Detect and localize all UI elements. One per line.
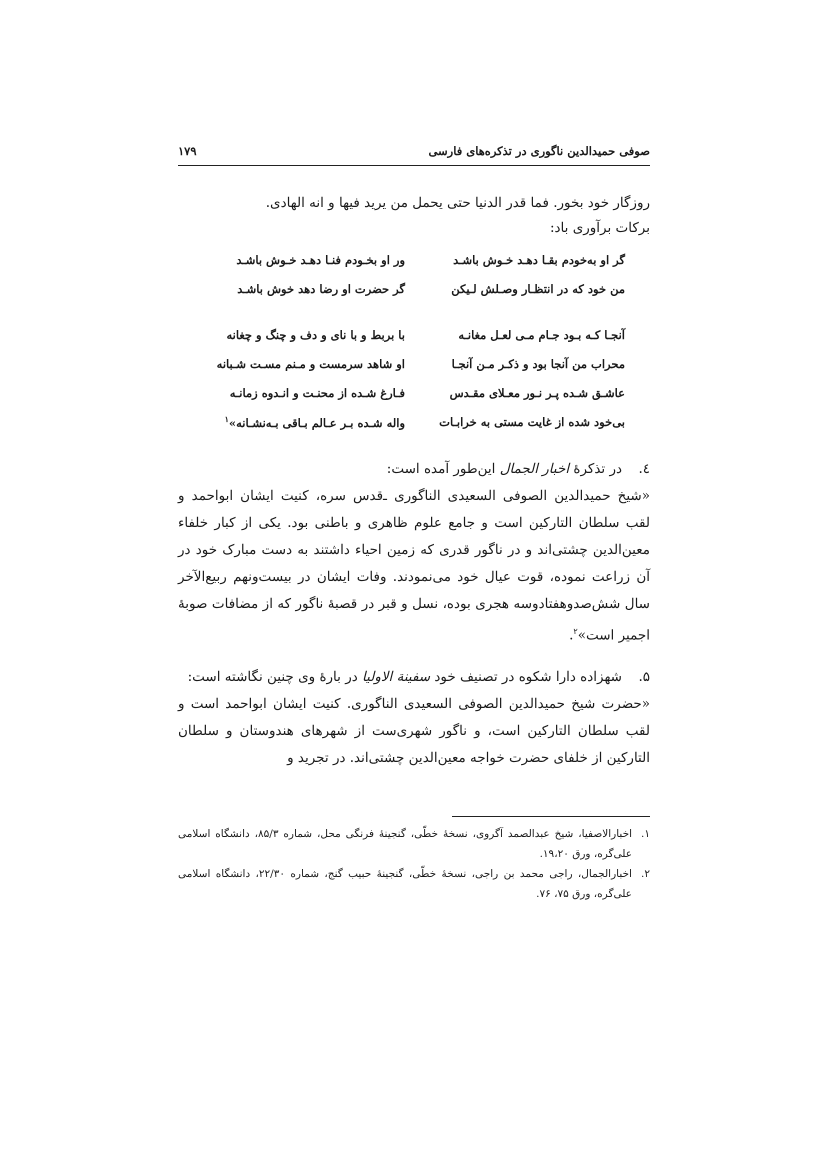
hemistich-second: با بربط و با نای و دف و چنگ و چغانه: [226, 327, 405, 342]
intro-text: در تذکرهٔ: [569, 461, 622, 477]
hemistich-first: بی‌خود شده از غایت مستی به خرابـات: [439, 414, 625, 429]
list-item-5: [178, 664, 650, 772]
item-intro: [188, 664, 622, 691]
header-rule: [178, 165, 650, 166]
footnote-text: اخبارالاصفیا، شیخ عبدالصمد آگروی، نسخهٔ خطّی، گنجینهٔ فرنگی محل، شماره ۸۵/۳، دانشگاه اسلامی علی‌گره، ورق ۱۹،۲۰.: [178, 828, 633, 860]
quote-text: «شیخ حمیدالدین الصوفی السعیدی الناگوری ـ‌قدس سره، کنیت ایشان ابواحمد و لقب سلطان التارکین است و جامع علوم ظاهری و باطنی بود. یکی از کبار خلفاء معین‌الدین چشتی‌اند و در ناگور قدری که زمین احیاء داشتند به دست مبارک خود در آن زراعت نموده، قوت عیال خود می‌نمودند. وفات ایشان در بیست‌ونهم ربیع‌الآخر سال شش‌صدوهفتادوسه هجری بوده، نسل و قبر در قصبهٔ ناگور که از مضافات صوبهٔ اجمیر است»: [178, 488, 650, 644]
footnotes: [178, 824, 650, 904]
list-item-head: [178, 456, 650, 483]
verse-block-1: [205, 245, 625, 303]
list-item-head: [178, 664, 650, 691]
footnote-rule: [452, 816, 650, 817]
book-title: اخبار الجمال: [499, 461, 570, 477]
intro-paragraph: [178, 191, 650, 241]
running-title: صوفی حمیدالدین ناگوری در تذکره‌های فارسی: [428, 144, 650, 158]
running-header: [178, 142, 650, 160]
hemistich-second: فـارغ شـده از محنـت و انـدوه زمانـه: [229, 385, 405, 400]
verse-row: [205, 245, 625, 274]
hemistich-second: [205, 414, 405, 430]
hemistich-first: گر او به‌خودم بقـا دهـد خـوش باشـد: [453, 252, 625, 267]
intro-line-1: روزگار خود بخور. فما قدر الدنیا حتی یحمل من یرید فیها و انه الهادی.: [265, 195, 650, 211]
hemistich-second: او شاهد سرمست و مـنم مسـت شـبانه: [216, 356, 405, 371]
hemistich-first: محراب من آنجا بود و ذکـر مـن آنجـا: [451, 356, 625, 371]
item-quote: «حضرت شیخ حمیدالدین الصوفی السعیدی الناگوری. کنیت ایشان ابواحمد است و لقب سلطان التارکین است، و ناگور شهری‌ست از شهرهای هندوستان و سلطان التارکین از خلفای حضرت خواجه معین‌الدین چشتی‌اند. در تجرید و: [178, 696, 650, 766]
hemistich-second: ور او بخـودم فنـا دهـد خـوش باشـد: [236, 252, 405, 267]
footnote-number: ۲.: [641, 868, 650, 880]
verse-row: [205, 349, 625, 378]
item-quote: [178, 483, 650, 650]
intro-line-2: برکات برآوری باد:: [549, 220, 650, 236]
footnote-ref[interactable]: ۲: [573, 627, 578, 636]
intro-text: شهزاده دارا شکوه در تصنیف خود: [430, 669, 622, 685]
item-number: ۵.: [638, 669, 650, 685]
verse-row: [205, 407, 625, 436]
verse-row: [205, 320, 625, 349]
verse-row: [205, 274, 625, 303]
verse-block-2: [205, 320, 625, 436]
hemistich-first: عاشـق شـده پـر نـور معـلای مقـدس: [449, 385, 625, 400]
intro-text: این‌طور آمده است:: [386, 461, 500, 477]
page-number: ۱۷۹: [178, 144, 197, 158]
hemistich-first: آنجـا کـه بـود جـام مـی لعـل مغانـه: [458, 327, 625, 342]
book-title: سفینة الاولیا: [362, 669, 431, 685]
item-number: ٤.: [638, 461, 650, 477]
verse-row: [205, 378, 625, 407]
hemistich-second: گر حضرت او رضا دهد خوش باشـد: [237, 281, 405, 296]
footnote-number: ۱.: [641, 828, 650, 840]
hemistich-first: من خود که در انتظـار وصـلش لـیکن: [451, 281, 625, 296]
footnote: [178, 864, 650, 904]
footnote-ref[interactable]: ۱: [224, 413, 229, 424]
footnote-text: اخبارالجمال، راجی محمد بن راجی، نسخهٔ خطّی، گنجینهٔ حبیب گنج، شماره ۲۲/۳۰، دانشگاه اسلامی علی‌گره، ورق ۷۵، ۷۶.: [178, 868, 632, 900]
item-intro: [387, 456, 622, 483]
list-item-4: [178, 456, 650, 650]
quote-end: .: [569, 627, 574, 644]
footnote: [178, 824, 650, 864]
intro-text: در بارهٔ وی چنین نگاشته است:: [187, 669, 363, 685]
hemistich-text: واله شـده بـر عـالم بـاقی بـه‌نشـانه»: [228, 415, 405, 430]
